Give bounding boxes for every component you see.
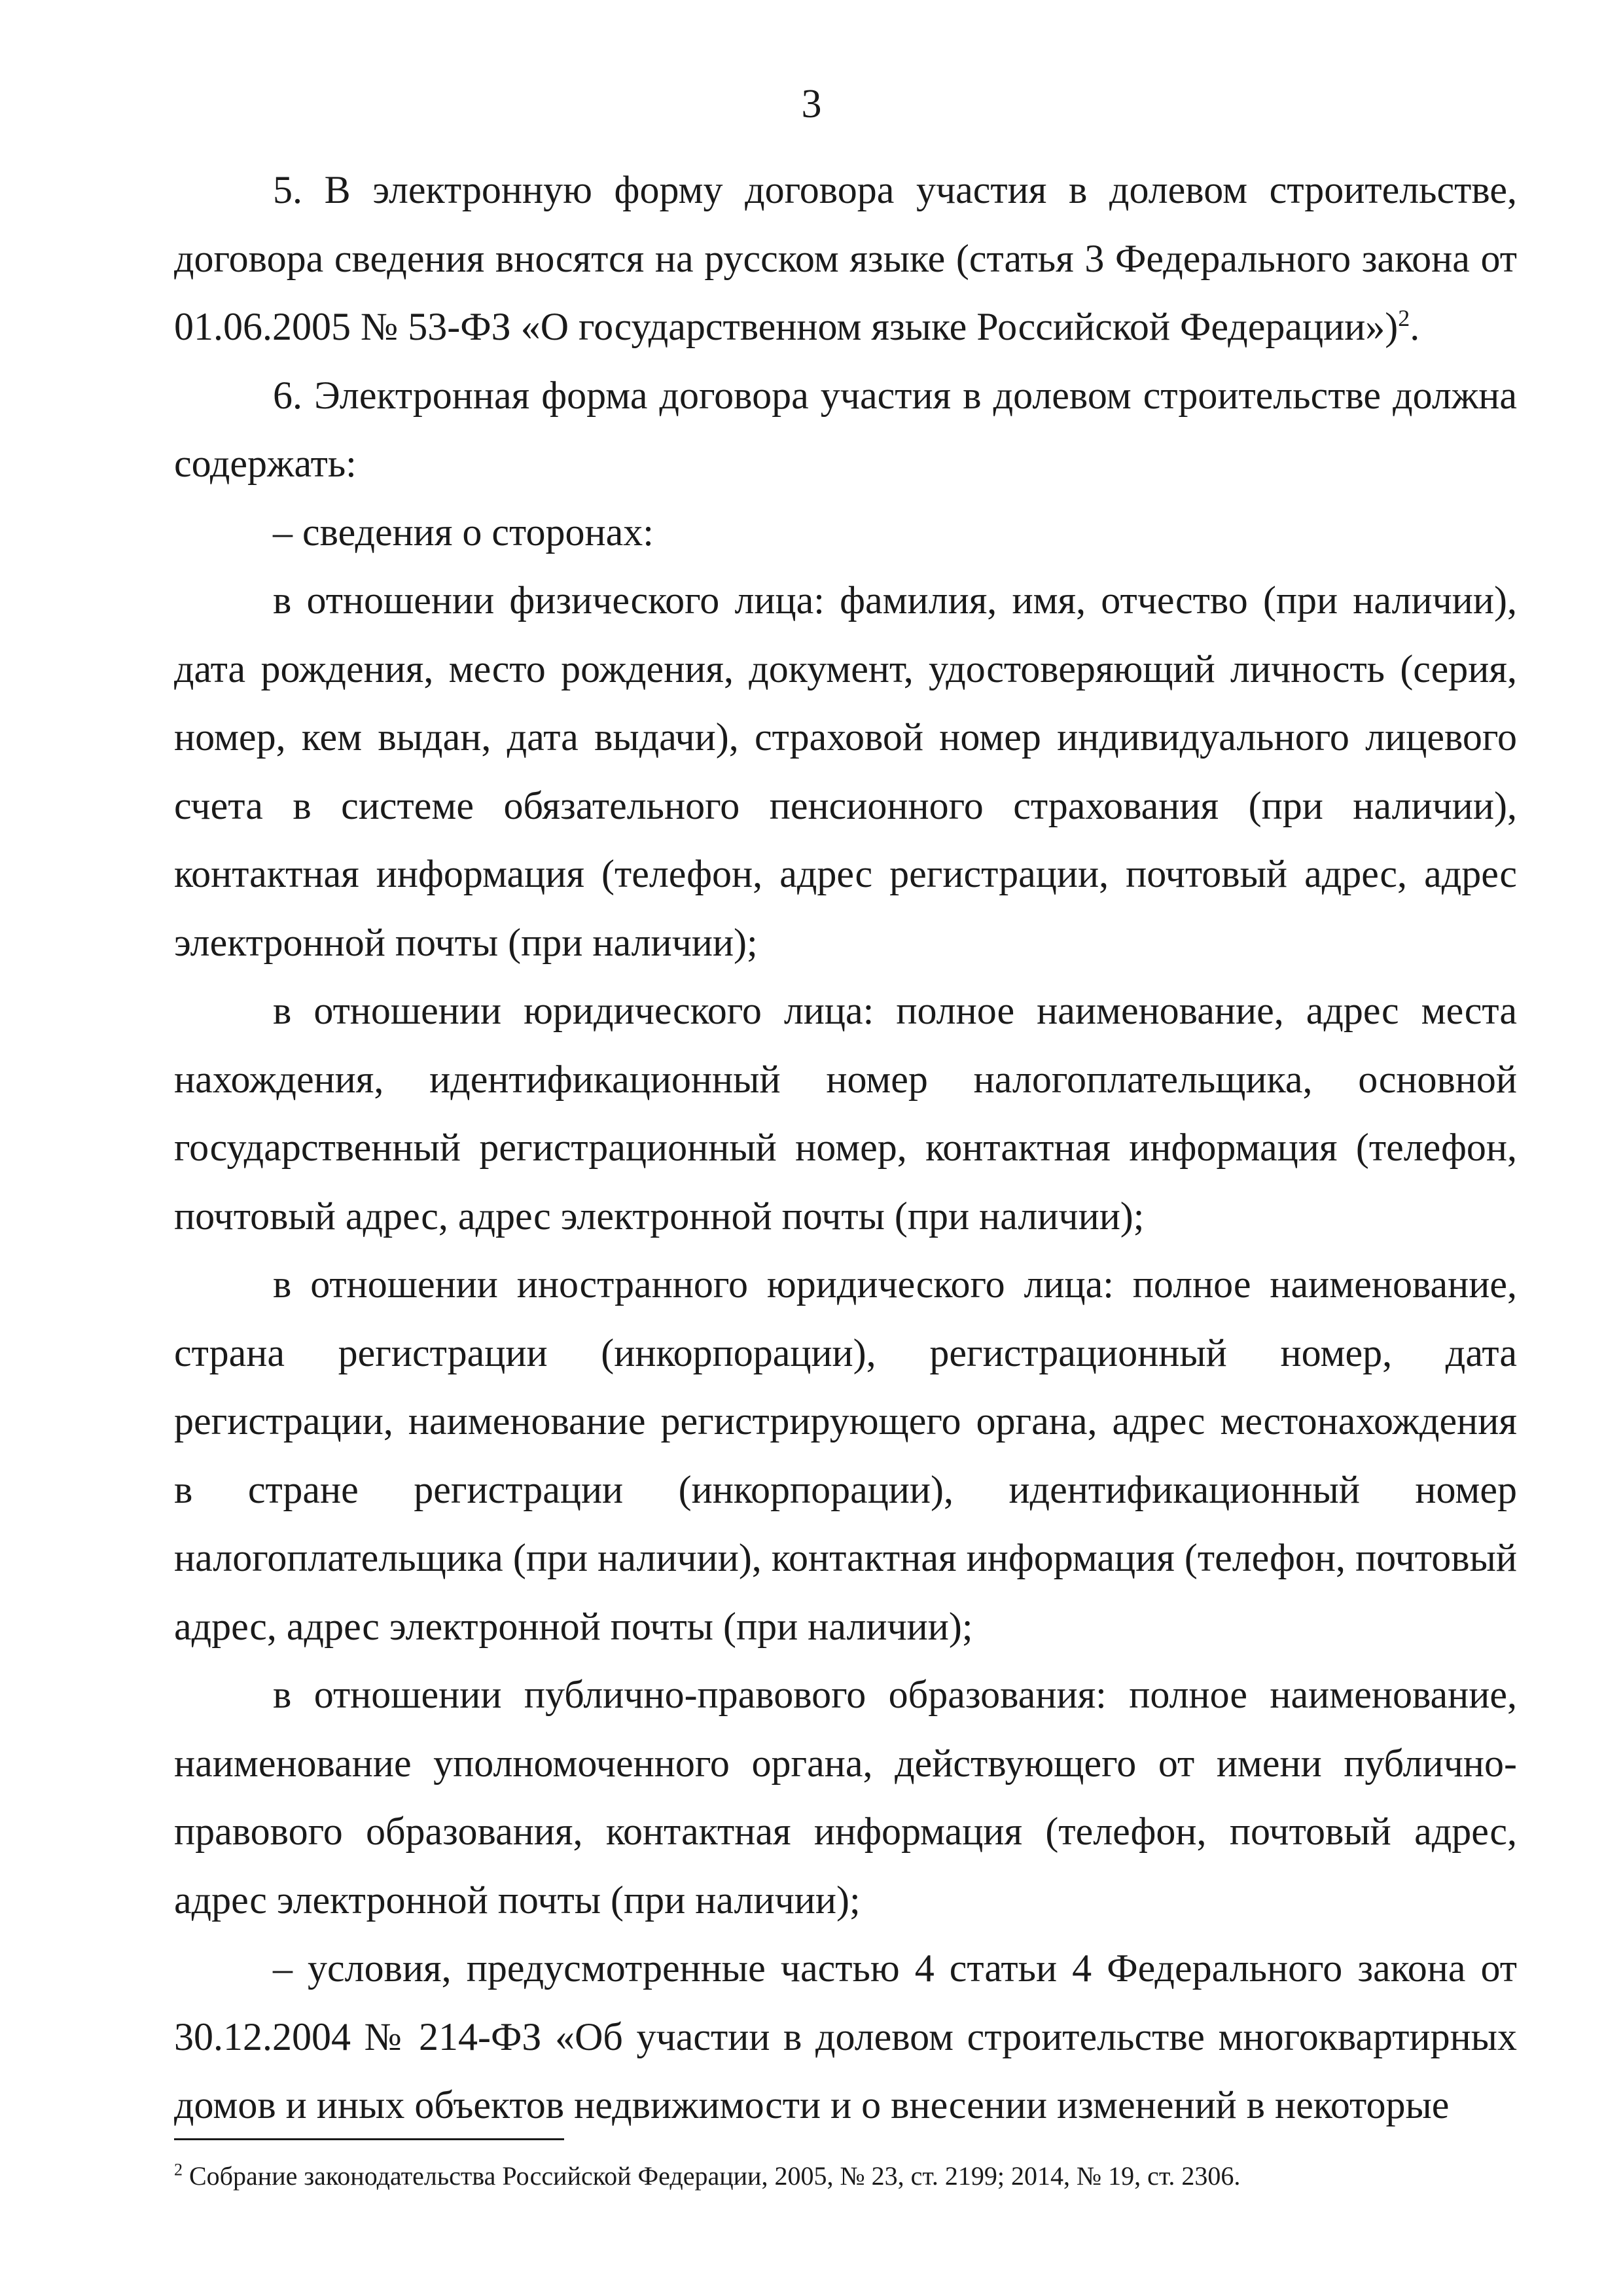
footnote	[174, 2160, 1517, 2193]
conditions-clause: – условия, предусмотренные частью 4 статьи 4 Федерального закона от 30.12.2004 № 214-ФЗ «Об участии в долевом строительстве многоквартирных домов и иных объектов недвижимости и о внесении изменений в некоторые	[174, 1946, 1517, 2126]
paragraph-6: 6. Электронная форма договора участия в долевом строительстве должна содержать:	[174, 373, 1517, 485]
page-number: 3	[801, 82, 822, 126]
document-body	[174, 156, 1517, 2140]
paragraph-suffix: .	[1410, 305, 1420, 348]
individual-person-clause: в отношении физического лица: фамилия, имя, отчество (при наличии), дата рождения, место рождения, документ, удостоверяющий личность (серия, номер, кем выдан, дата выдачи), страховой номер индивидуального лицевого счета в системе обязательного пенсионного страхования (при наличии), контактная информация (телефон, адрес регистрации, почтовый адрес, адрес электронной почты (при наличии);	[174, 579, 1517, 964]
foreign-legal-entity-clause: в отношении иностранного юридического лица: полное наименование, страна регистрации (инкорпорации), регистрационный номер, дата регистрации, наименование регистрирующего органа, адрес местонахождения в стране регистрации (инкорпорации), идентификационный номер налогоплательщика (при наличии), контактная информация (телефон, почтовый адрес, адрес электронной почты (при наличии);	[174, 1263, 1517, 1648]
legal-entity-clause: в отношении юридического лица: полное наименование, адрес места нахождения, идентификационный номер налогоплательщика, основной государственный регистрационный номер, контактная информация (телефон, почтовый адрес, адрес электронной почты (при наличии);	[174, 989, 1517, 1238]
footnote-reference: 2	[1398, 305, 1410, 331]
footnote-divider	[174, 2138, 564, 2140]
paragraph-text: 5. В электронную форму договора участия в долевом строительстве, договора сведения вносятся на русском языке (статья 3 Федерального закона от 01.06.2005 № 53-ФЗ «О государственном языке Российской Федерации»)	[174, 168, 1517, 348]
parties-heading: – сведения о сторонах:	[273, 510, 654, 554]
footnote-marker: 2	[174, 2160, 183, 2179]
footnote-text: Собрание законодательства Российской Федерации, 2005, № 23, ст. 2199; 2014, № 19, ст. 2306.	[189, 2161, 1241, 2191]
public-entity-clause: в отношении публично-правового образования: полное наименование, наименование уполномоченного органа, действующего от имени публично-правового образования, контактная информация (телефон, почтовый адрес, адрес электронной почты (при наличии);	[174, 1673, 1517, 1922]
paragraph-5	[174, 156, 1517, 361]
